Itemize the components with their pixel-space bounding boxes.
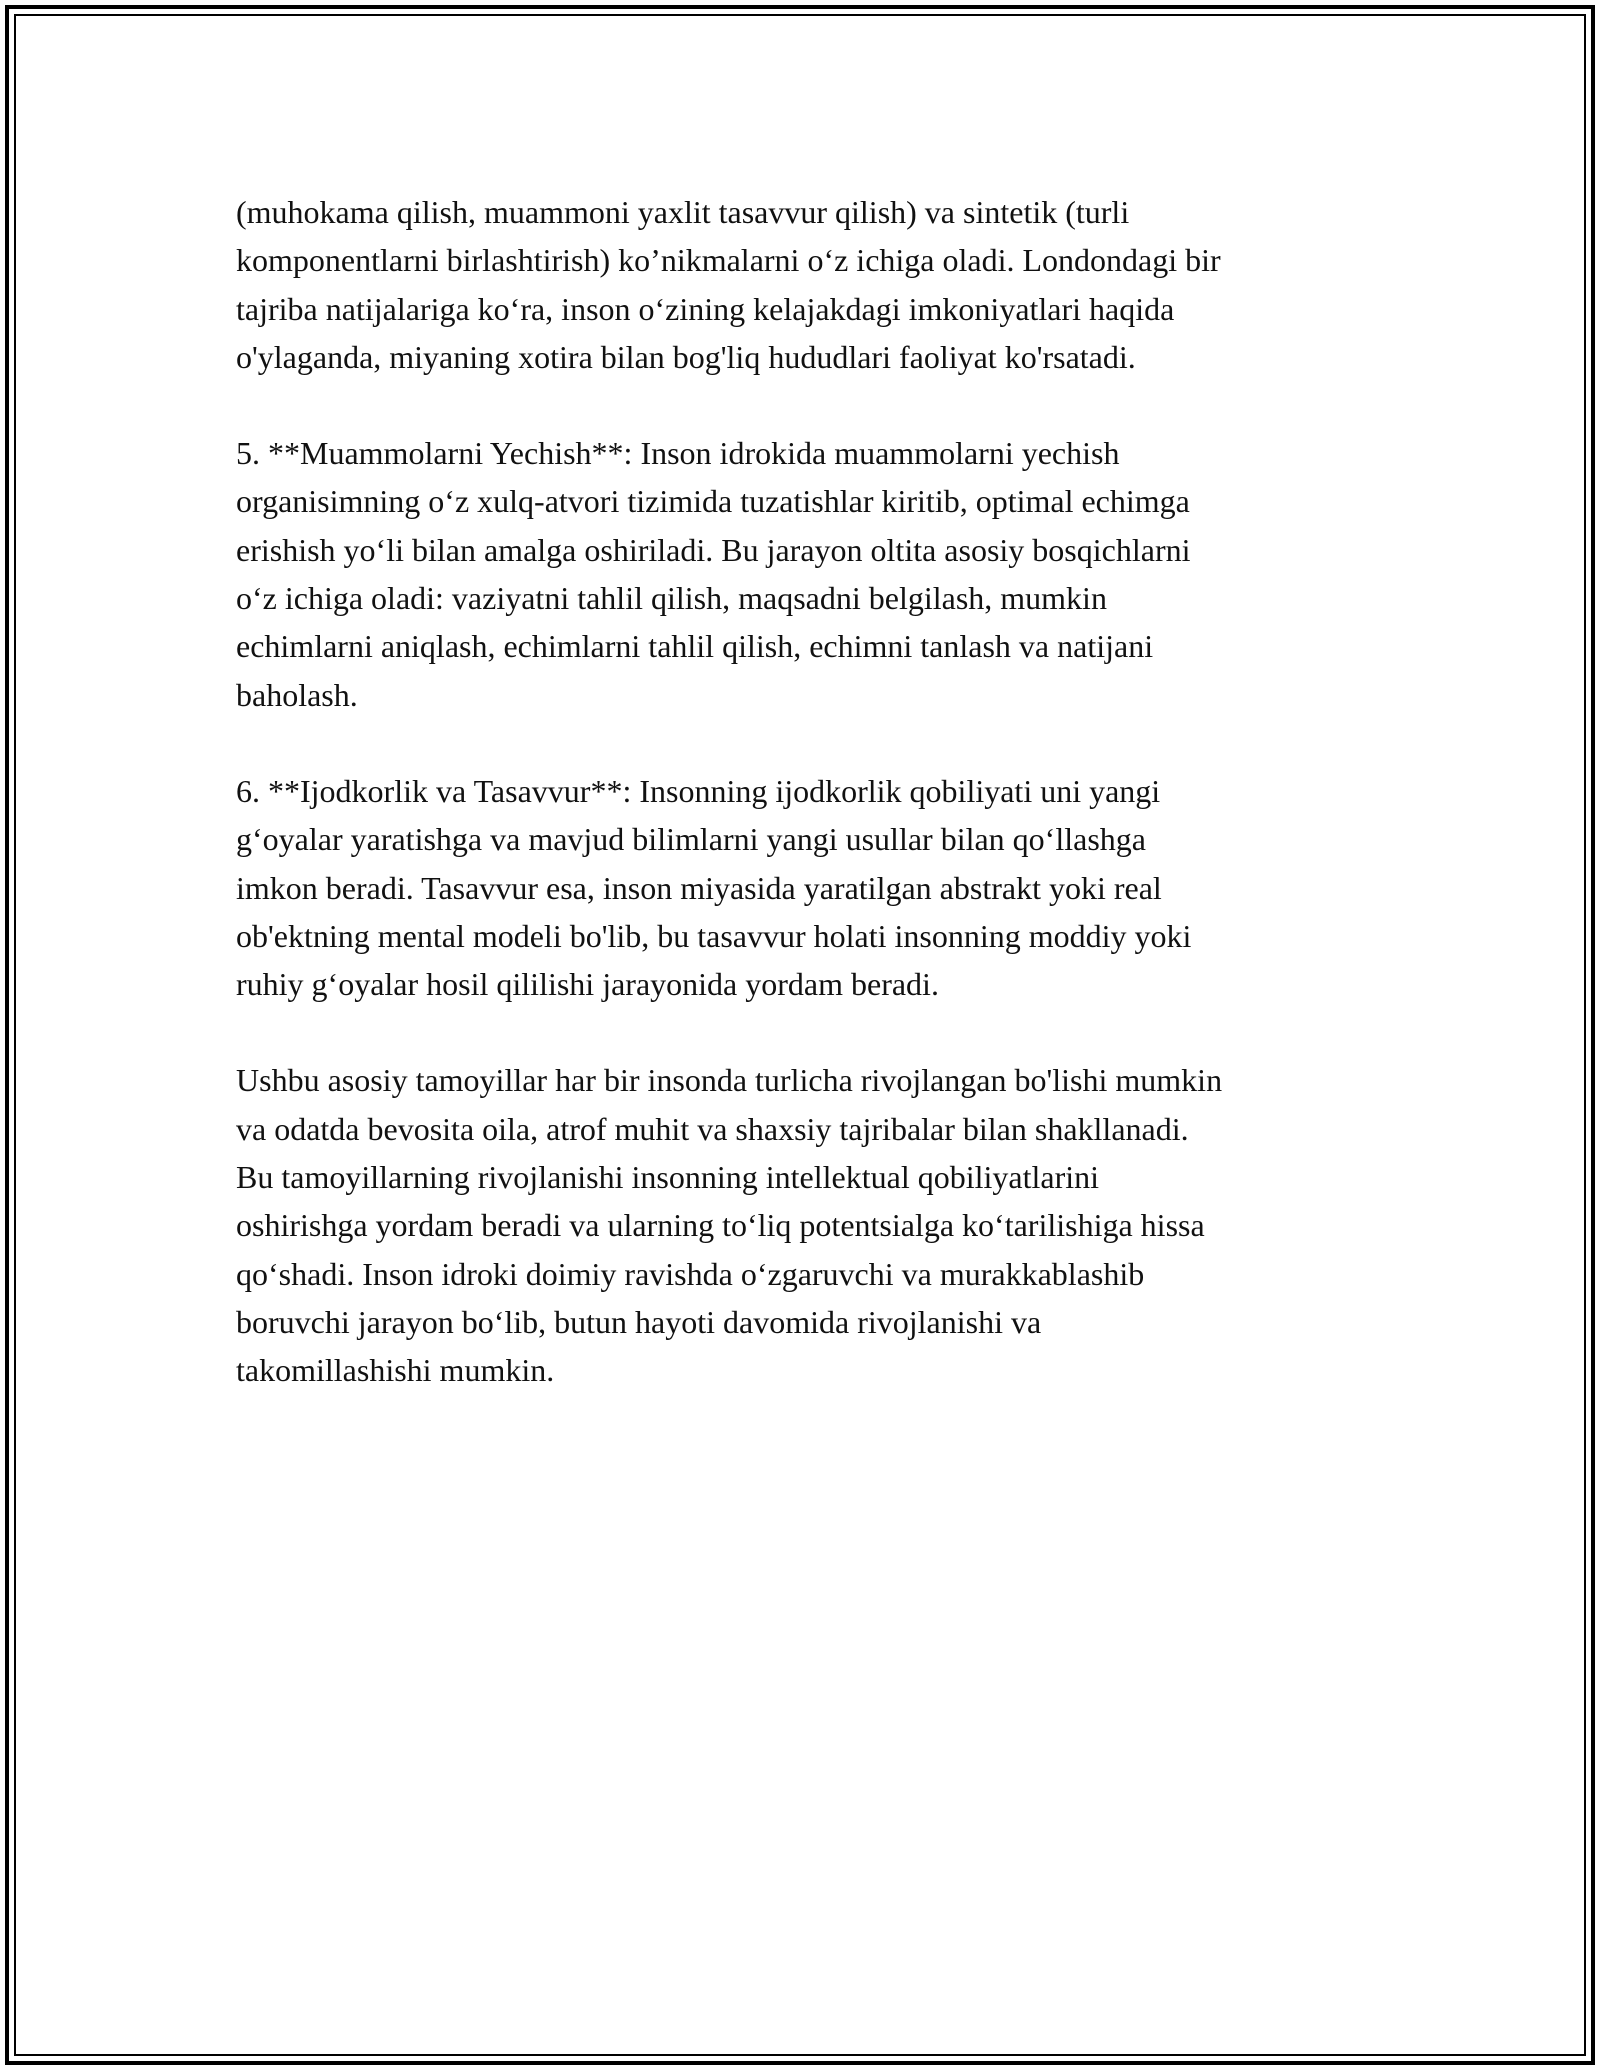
text-line: Bu tamoyillarning rivojlanishi insonning intellektual qobiliyatlarini	[236, 1159, 1099, 1196]
text-line: organisimning o‘z xulq-atvori tizimida tuzatishlar kiritib, optimal echimga	[236, 483, 1190, 520]
text-line: g‘oyalar yaratishga va mavjud bilimlarni yangi usullar bilan qo‘llashga	[236, 821, 1146, 858]
text-line: imkon beradi. Tasavvur esa, inson miyasida yaratilgan abstrakt yoki real	[236, 869, 1162, 906]
text-line: Ushbu asosiy tamoyillar har bir insonda turlicha rivojlangan bo'lishi mumkin	[236, 1062, 1223, 1099]
text-line: o‘z ichiga oladi: vaziyatni tahlil qilish, maqsadni belgilash, mumkin	[236, 580, 1107, 617]
text-line: qo‘shadi. Inson idroki doimiy ravishda o‘zgaruvchi va murakkablashib	[236, 1255, 1145, 1292]
paragraph-conclusion	[236, 1056, 1366, 1394]
text-line: 6. **Ijodkorlik va Tasavvur**: Insonning ijodkorlik qobiliyati uni yangi	[236, 772, 1161, 809]
text-line: va odatda bevosita oila, atrof muhit va shaxsiy tajribalar bilan shakllanadi.	[236, 1110, 1189, 1147]
text-line: takomillashishi mumkin.	[236, 1352, 555, 1389]
text-line: echimlarni aniqlash, echimlarni tahlil qilish, echimni tanlash va natijani	[236, 628, 1154, 665]
text-line: (muhokama qilish, muammoni yaxlit tasavvur qilish) va sintetik (turli	[236, 194, 1130, 230]
document-body	[236, 188, 1366, 1443]
text-line: tajriba natijalariga ko‘ra, inson o‘zining kelajakdagi imkoniyatlari haqida	[236, 290, 1175, 327]
text-line: ruhiy g‘oyalar hosil qililishi jarayonida yordam beradi.	[236, 966, 939, 1003]
text-line: erishish yo‘li bilan amalga oshiriladi. Bu jarayon oltita asosiy bosqichlarni	[236, 531, 1191, 568]
text-line: oshirishga yordam beradi va ularning to‘liq potentsialga ko‘tarilishiga hissa	[236, 1207, 1205, 1244]
text-line: baholash.	[236, 676, 358, 713]
paragraph-creativity-imagination	[236, 767, 1366, 1008]
text-line: o'ylaganda, miyaning xotira bilan bog'liq hududlari faoliyat ko'rsatadi.	[236, 338, 1136, 375]
text-line: 5. **Muammolarni Yechish**: Inson idrokida muammolarni yechish	[236, 435, 1120, 472]
text-line: boruvchi jarayon bo‘lib, butun hayoti davomida rivojlanishi va	[236, 1303, 1042, 1340]
text-line: komponentlarni birlashtirish) ko’nikmalarni o‘z ichiga oladi. Londondagi bir	[236, 242, 1221, 279]
paragraph-cognition-skills	[236, 188, 1366, 381]
paragraph-problem-solving	[236, 429, 1366, 719]
text-line: ob'ektning mental modeli bo'lib, bu tasavvur holati insonning moddiy yoki	[236, 917, 1192, 954]
